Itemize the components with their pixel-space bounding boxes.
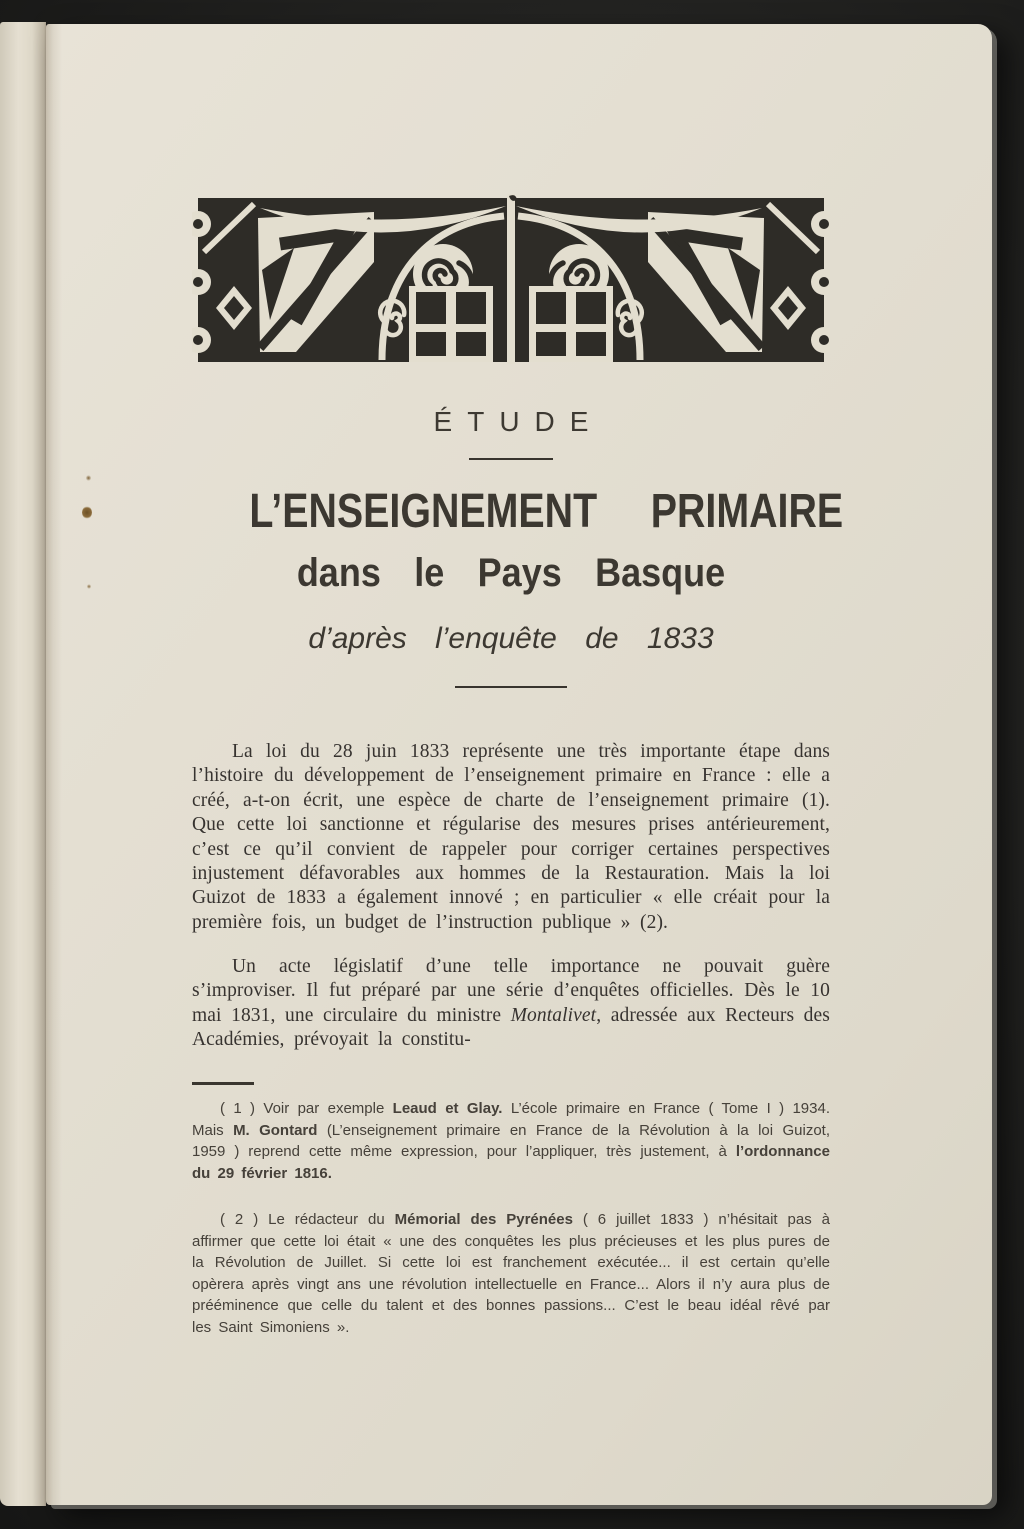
subtitle-rule <box>455 686 567 688</box>
main-title-line-1: L’ENSEIGNEMENT PRIMAIRE <box>249 485 844 538</box>
footnote-2: ( 2 ) Le rédacteur du Mémorial des Pyrénées ( 6 juillet 1833 ) n’hésitait pas à affirmer que cette loi était « une des conquêtes les plus précieuses et les plus pures de la Révolution de Juillet. Si cette loi est franchement exécutée... il est certain qu’elle opèrera après vingt ans une révolution intellectuelle en France... Alors il n’y aura plus de prééminence que celle du talent et des bonnes passions... C’est le beau idéal rêvé par les Saint Simoniens ». <box>192 1211 830 1336</box>
body-paragraph-1: La loi du 28 juin 1833 représente une très importante étape dans l’histoire du développement de l’enseignement primaire en France : elle a créé, a-t-on écrit, une espèce de charte de l’enseignement primaire (1). Que cette loi sanctionne et régularise des mesures prises antérieurement, c’est ce qu’il convient de rappeler pour corriger certaines perspectives injustement défavorables aux hommes de la Restauration. Mais la loi Guizot de 1833 a également innové ; en particulier « elle créait pour la première fois, un budget de l’instruction publique » (2). <box>192 741 830 933</box>
ornament-frieze <box>192 190 830 365</box>
kicker-rule <box>469 458 553 460</box>
page-content <box>192 24 844 1353</box>
footnote-rule <box>192 1082 254 1085</box>
kicker-title: ÉTUDE <box>433 406 604 437</box>
book-page <box>46 24 992 1505</box>
body-paragraph-2: Un acte législatif d’une telle importance ne pouvait guère s’improviser. Il fut préparé par une série d’enquêtes officielles. Dès le 10 mai 1831, une circulaire du ministre Montalivet, adressée aux Recteurs des Académies, prévoyait la constitu- <box>192 955 830 1050</box>
foxing-spot <box>86 475 91 481</box>
flyleaf-page-edge <box>0 22 46 1506</box>
subtitle: d’après l’enquête de 1833 <box>308 622 714 655</box>
foxing-spot <box>82 506 92 519</box>
foxing-spot <box>87 584 91 589</box>
footnote-1: ( 1 ) Voir par exemple Leaud et Glay. L’école primaire en France ( Tome I ) 1934. Mais M. Gontard (L’enseignement primaire en France de la Révolution à la loi Guizot, 1959 ) reprend cette même expression, pour l’appliquer, très justement, à l’ordonnance du 29 février 1816. <box>192 1100 830 1182</box>
main-title-line-2: dans le Pays Basque <box>296 551 726 595</box>
